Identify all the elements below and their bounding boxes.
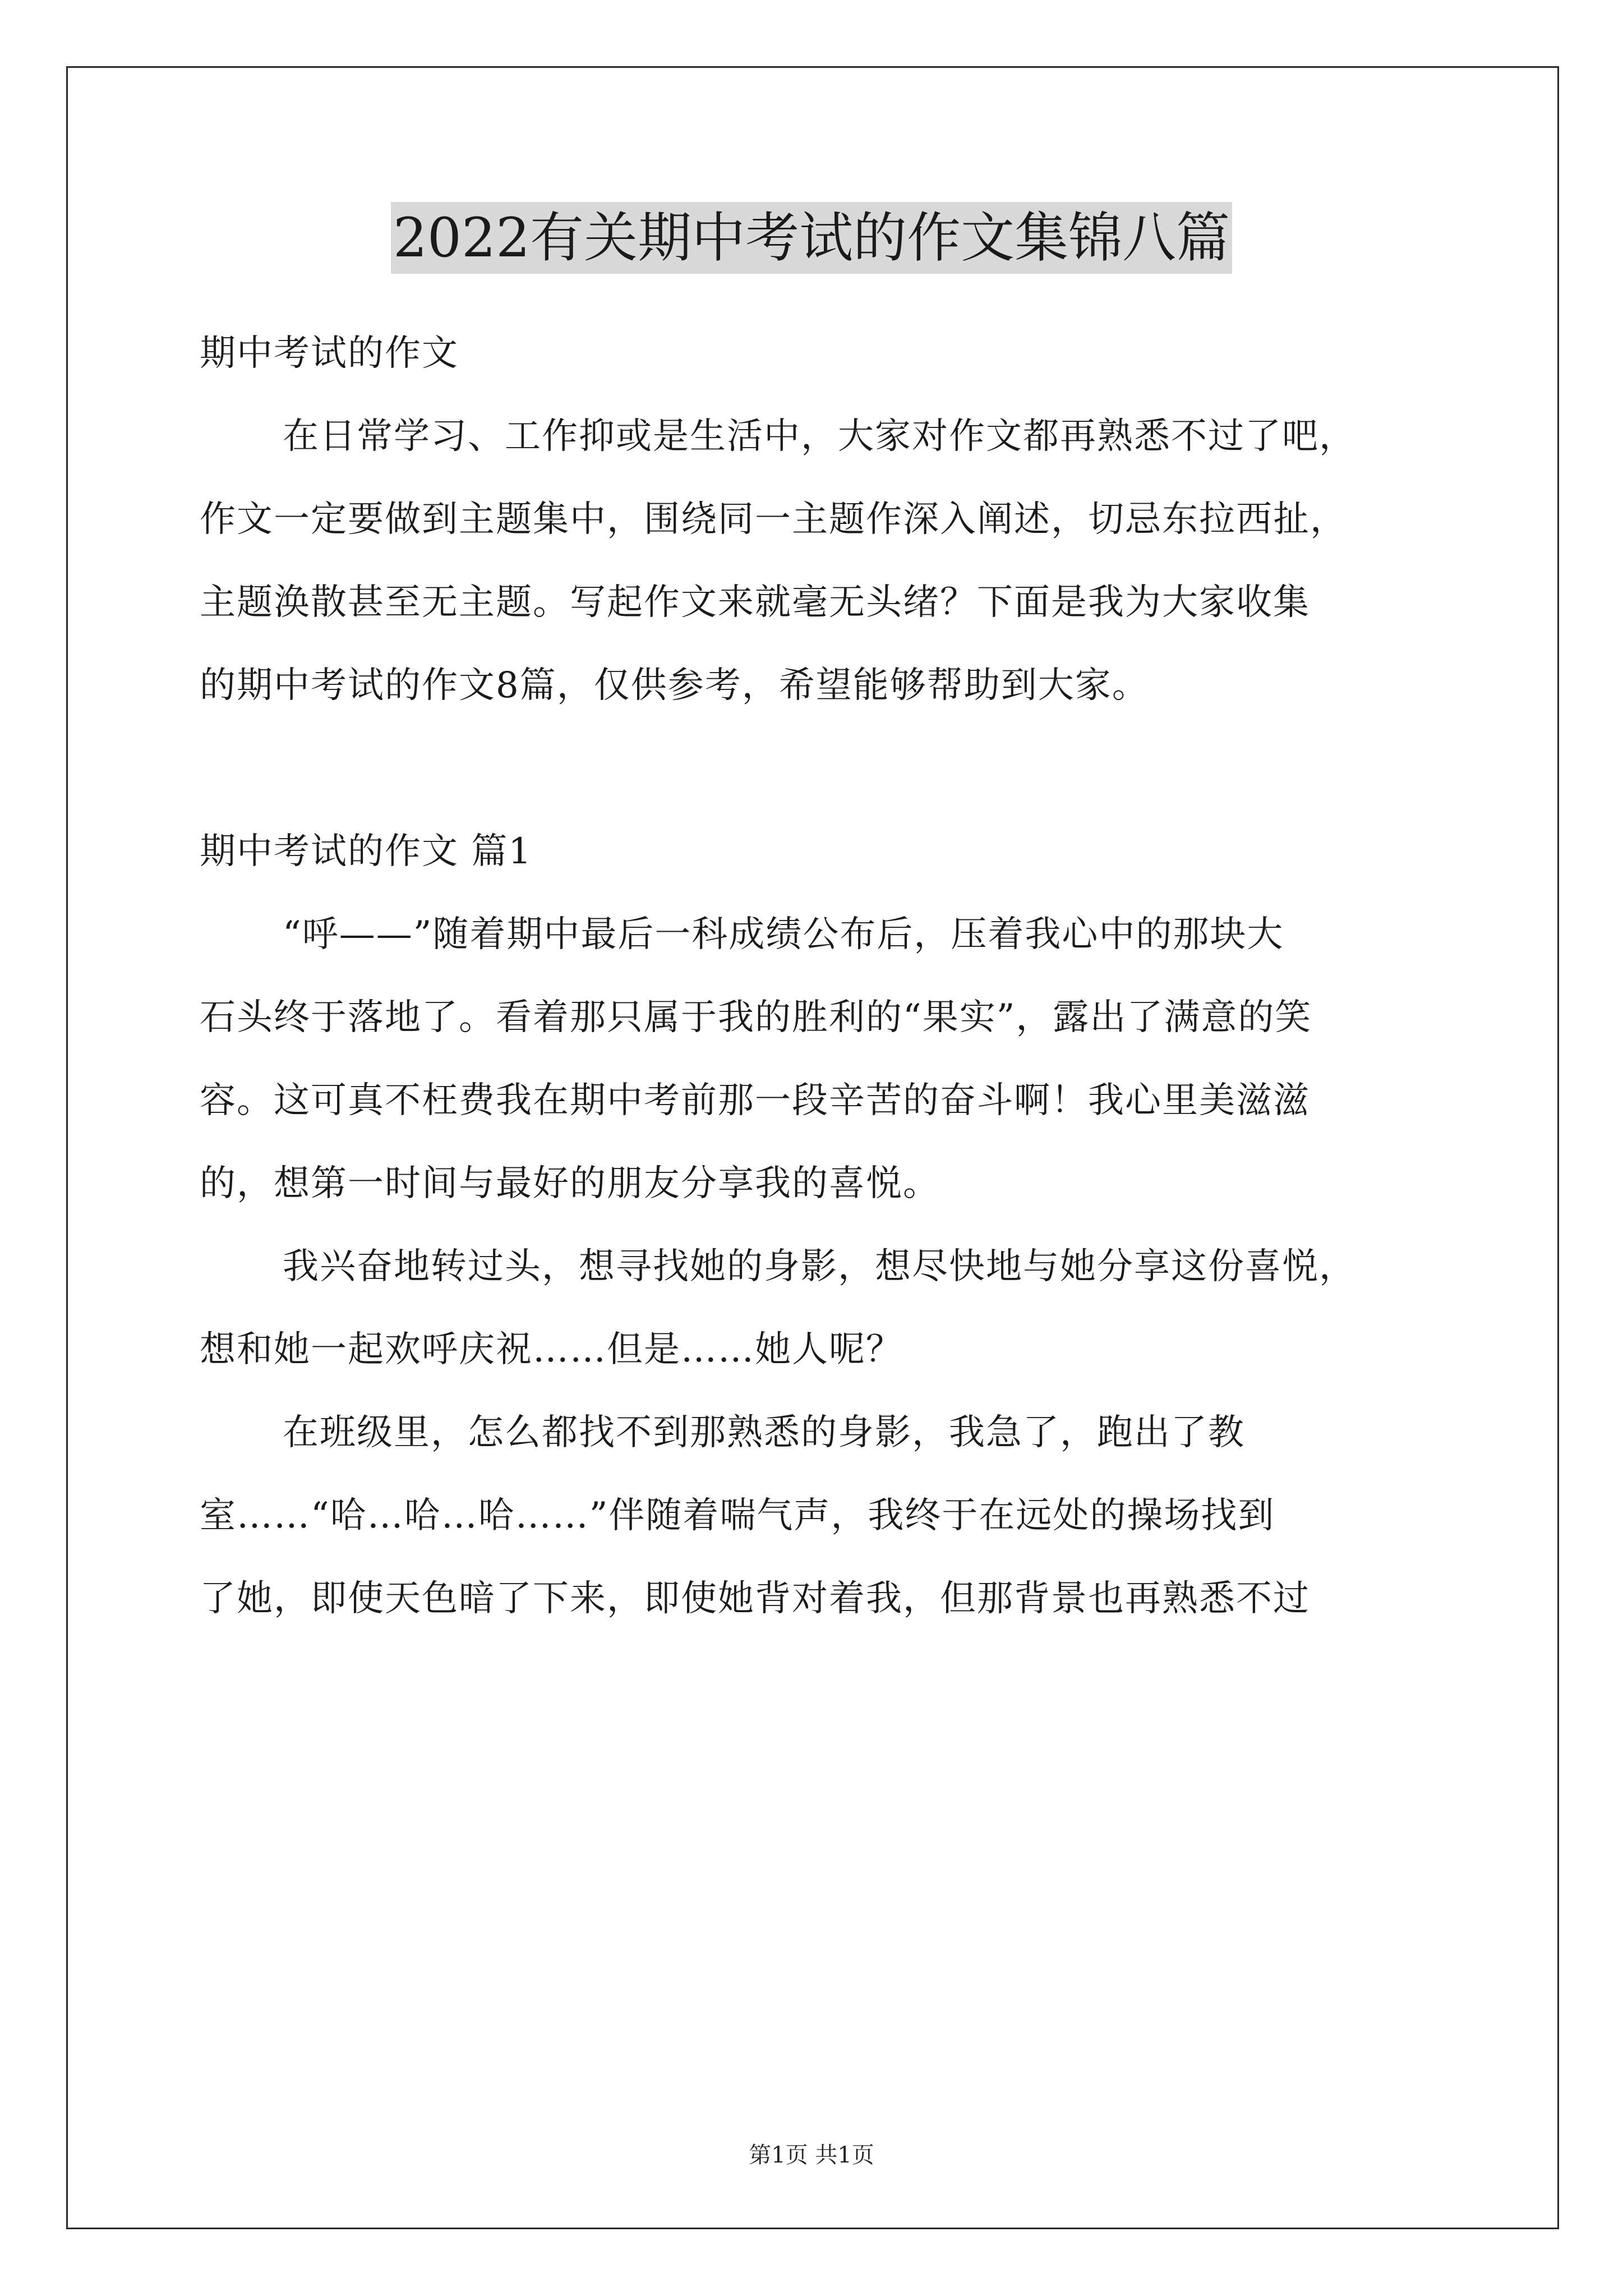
intro-line: 主题涣散甚至无主题。写起作文来就毫无头绪？下面是我为大家收集: [200, 582, 1310, 623]
title-container: [0, 202, 1623, 274]
section-heading: 期中考试的作文 篇1: [200, 831, 533, 872]
intro-line: 在日常学习、工作抑或是生活中，大家对作文都再熟悉不过了吧，: [283, 416, 1356, 457]
paragraph-line: 的，想第一时间与最好的朋友分享我的喜悦。: [200, 1163, 940, 1204]
intro-heading: 期中考试的作文: [200, 333, 459, 374]
paragraph-line: 想和她一起欢呼庆祝……但是……她人呢？: [200, 1329, 903, 1370]
document-title: 2022有关期中考试的作文集锦八篇: [391, 202, 1232, 274]
document-body: [200, 312, 1433, 1640]
paragraph-line: 了她，即使天色暗了下来，即使她背对着我，但那背景也再熟悉不过: [200, 1578, 1310, 1619]
paragraph-line: 石头终于落地了。看着那只属于我的胜利的“果实”，露出了满意的笑: [200, 997, 1312, 1038]
intro-line: 作文一定要做到主题集中，围绕同一主题作深入阐述，切忌东拉西扯，: [200, 499, 1347, 540]
paragraph-line: 我兴奋地转过头，想寻找她的身影，想尽快地与她分享这份喜悦，: [283, 1246, 1356, 1287]
section-gap: [200, 727, 1433, 810]
paragraph-line: 容。这可真不枉费我在期中考前那一段辛苦的奋斗啊！我心里美滋滋: [200, 1080, 1310, 1121]
paragraph-line: 在班级里，怎么都找不到那熟悉的身影，我急了，跑出了教: [283, 1412, 1245, 1453]
page-footer: 第1页 共1页: [749, 2142, 874, 2168]
paragraph-line: 室……“哈…哈…哈……”伴随着喘气声，我终于在远处的操场找到: [200, 1495, 1275, 1536]
intro-line: 的期中考试的作文8篇，仅供参考，希望能够帮助到大家。: [200, 665, 1149, 706]
paragraph-line: “呼——”随着期中最后一科成绩公布后，压着我心中的那块大: [283, 914, 1284, 955]
